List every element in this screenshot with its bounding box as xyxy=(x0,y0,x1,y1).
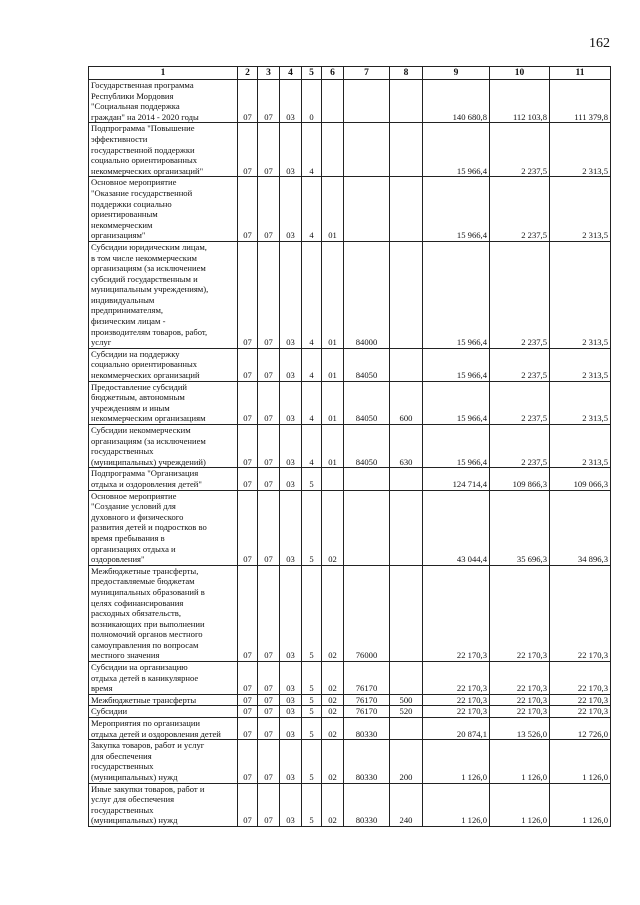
code-col5: 0 xyxy=(302,80,322,123)
row-name-cell xyxy=(89,177,238,242)
table-row xyxy=(89,740,611,783)
row-name-line: время пребывания в xyxy=(91,532,165,543)
row-name-line: (муниципальных) нужд xyxy=(91,815,178,826)
code-col7: 76000 xyxy=(344,565,390,661)
code-col8 xyxy=(390,565,423,661)
amount-col9: 15 966,4 xyxy=(423,348,490,381)
code-col8: 500 xyxy=(390,694,423,706)
table-row xyxy=(89,425,611,468)
table-row xyxy=(89,490,611,565)
code-col3: 07 xyxy=(258,694,280,706)
code-col6 xyxy=(322,80,344,123)
amount-col10: 1 126,0 xyxy=(490,783,550,826)
code-col2: 07 xyxy=(238,565,258,661)
code-col8 xyxy=(390,490,423,565)
page-number: 162 xyxy=(589,36,610,51)
code-col7: 84050 xyxy=(344,348,390,381)
row-name-line: услуг для обеспечения xyxy=(91,794,175,805)
amount-col9: 1 126,0 xyxy=(423,783,490,826)
row-name-line: социально ориентированных xyxy=(91,155,198,166)
amount-col10: 2 237,5 xyxy=(490,425,550,468)
row-name-line: бюджетным, автономным xyxy=(91,392,185,403)
row-name-line: Межбюджетные трансферты xyxy=(91,694,197,705)
row-name-line: муниципальных образований в xyxy=(91,586,205,597)
row-name-line: услуг xyxy=(91,337,112,348)
table-row xyxy=(89,241,611,348)
column-header: 4 xyxy=(280,67,302,80)
row-name-line: Иные закупки товаров, работ и xyxy=(91,783,205,794)
code-col3: 07 xyxy=(258,783,280,826)
amount-col9: 15 966,4 xyxy=(423,425,490,468)
row-name-line: государственных xyxy=(91,761,154,772)
row-name-line: государственных xyxy=(91,804,154,815)
amount-col9: 15 966,4 xyxy=(423,381,490,424)
code-col8 xyxy=(390,348,423,381)
amount-col10: 109 866,3 xyxy=(490,468,550,490)
amount-col11: 12 726,0 xyxy=(550,718,611,740)
code-col8 xyxy=(390,468,423,490)
column-header: 5 xyxy=(302,67,322,80)
table-row xyxy=(89,694,611,706)
amount-col10: 2 237,5 xyxy=(490,348,550,381)
row-name-line: отдыха детей и оздоровления детей xyxy=(91,728,221,739)
row-name-cell xyxy=(89,381,238,424)
code-col4: 03 xyxy=(280,740,302,783)
table-row xyxy=(89,706,611,718)
amount-col11: 1 126,0 xyxy=(550,740,611,783)
amount-col11: 2 313,5 xyxy=(550,425,611,468)
amount-col11: 109 066,3 xyxy=(550,468,611,490)
code-col2: 07 xyxy=(238,468,258,490)
row-name-line: государственной поддержки xyxy=(91,144,195,155)
amount-col9: 1 126,0 xyxy=(423,740,490,783)
row-name-line: Республики Мордовия xyxy=(91,90,174,101)
code-col3: 07 xyxy=(258,381,280,424)
row-name-line: некоммерческих организаций xyxy=(91,370,200,381)
code-col2: 07 xyxy=(238,490,258,565)
code-col3: 07 xyxy=(258,706,280,718)
code-col5: 4 xyxy=(302,381,322,424)
amount-col9: 140 680,8 xyxy=(423,80,490,123)
row-name-line: Предоставление субсидий xyxy=(91,381,188,392)
row-name-line: Межбюджетные трансферты, xyxy=(91,565,199,576)
code-col7 xyxy=(344,490,390,565)
code-col2: 07 xyxy=(238,718,258,740)
column-header: 9 xyxy=(423,67,490,80)
code-col7: 76170 xyxy=(344,694,390,706)
code-col6: 02 xyxy=(322,740,344,783)
code-col8: 240 xyxy=(390,783,423,826)
row-name-line: Субсидии xyxy=(91,706,128,717)
code-col8 xyxy=(390,123,423,177)
row-name-line: некоммерческим организациям xyxy=(91,413,206,424)
row-name-line: Подпрограмма "Организация xyxy=(91,468,199,479)
code-col7 xyxy=(344,123,390,177)
column-header: 8 xyxy=(390,67,423,80)
row-name-line: некоммерческих организаций" xyxy=(91,165,204,176)
code-col3: 07 xyxy=(258,80,280,123)
row-name-cell xyxy=(89,783,238,826)
table-row xyxy=(89,348,611,381)
row-name-cell xyxy=(89,80,238,123)
column-header: 7 xyxy=(344,67,390,80)
amount-col9: 15 966,4 xyxy=(423,177,490,242)
code-col2: 07 xyxy=(238,740,258,783)
column-header: 3 xyxy=(258,67,280,80)
table-row xyxy=(89,123,611,177)
code-col4: 03 xyxy=(280,80,302,123)
row-name-line: Субсидии юридическим лицам, xyxy=(91,241,207,252)
code-col2: 07 xyxy=(238,662,258,695)
amount-col11: 1 126,0 xyxy=(550,783,611,826)
row-name-line: в том числе некоммерческим xyxy=(91,252,197,263)
row-name-line: (муниципальных) учреждений) xyxy=(91,456,206,467)
code-col2: 07 xyxy=(238,348,258,381)
code-col2: 07 xyxy=(238,241,258,348)
row-name-line: Подпрограмма "Повышение xyxy=(91,123,195,134)
code-col4: 03 xyxy=(280,468,302,490)
amount-col11: 22 170,3 xyxy=(550,694,611,706)
row-name-line: производителям товаров, работ, xyxy=(91,326,208,337)
row-name-cell xyxy=(89,241,238,348)
code-col7: 80330 xyxy=(344,783,390,826)
code-col4: 03 xyxy=(280,783,302,826)
code-col8 xyxy=(390,718,423,740)
code-col6: 02 xyxy=(322,718,344,740)
code-col7: 76170 xyxy=(344,706,390,718)
row-name-cell xyxy=(89,706,238,718)
code-col5: 4 xyxy=(302,425,322,468)
row-name-cell xyxy=(89,662,238,695)
row-name-line: субсидий государственным и xyxy=(91,273,198,284)
row-name-line: муниципальным учреждениям), xyxy=(91,284,209,295)
row-name-line: Основное мероприятие xyxy=(91,177,177,188)
code-col8: 630 xyxy=(390,425,423,468)
code-col6: 01 xyxy=(322,177,344,242)
code-col7: 84000 xyxy=(344,241,390,348)
code-col3: 07 xyxy=(258,718,280,740)
amount-col10: 22 170,3 xyxy=(490,706,550,718)
amount-col10: 2 237,5 xyxy=(490,123,550,177)
code-col4: 03 xyxy=(280,381,302,424)
row-name-line: предпринимателям, xyxy=(91,305,164,316)
column-header: 2 xyxy=(238,67,258,80)
code-col7: 84050 xyxy=(344,381,390,424)
table-row xyxy=(89,468,611,490)
code-col3: 07 xyxy=(258,468,280,490)
code-col7 xyxy=(344,80,390,123)
code-col4: 03 xyxy=(280,706,302,718)
row-name-line: отдыха и оздоровления детей" xyxy=(91,478,202,489)
code-col6 xyxy=(322,123,344,177)
code-col5: 5 xyxy=(302,706,322,718)
code-col4: 03 xyxy=(280,123,302,177)
row-name-line: организациям (за исключением xyxy=(91,435,206,446)
code-col2: 07 xyxy=(238,177,258,242)
row-name-line: "Оказание государственной xyxy=(91,187,193,198)
row-name-line: социально ориентированных xyxy=(91,359,198,370)
code-col2: 07 xyxy=(238,80,258,123)
row-name-line: Субсидии некоммерческим xyxy=(91,425,191,435)
table-row xyxy=(89,662,611,695)
code-col6: 01 xyxy=(322,381,344,424)
table-row xyxy=(89,783,611,826)
code-col5: 5 xyxy=(302,718,322,740)
code-col7 xyxy=(344,468,390,490)
code-col7 xyxy=(344,177,390,242)
code-col2: 07 xyxy=(238,706,258,718)
row-name-line: поддержки социально xyxy=(91,198,172,209)
code-col2: 07 xyxy=(238,694,258,706)
code-col4: 03 xyxy=(280,177,302,242)
row-name-line: Субсидии на поддержку xyxy=(91,348,180,359)
amount-col10: 35 696,3 xyxy=(490,490,550,565)
row-name-line: Основное мероприятие xyxy=(91,490,177,501)
code-col7: 80330 xyxy=(344,718,390,740)
code-col7: 84050 xyxy=(344,425,390,468)
table-row xyxy=(89,565,611,661)
row-name-line: отдыха детей в каникулярное xyxy=(91,672,199,683)
table-row xyxy=(89,80,611,123)
amount-col11: 22 170,3 xyxy=(550,565,611,661)
code-col3: 07 xyxy=(258,565,280,661)
code-col5: 4 xyxy=(302,123,322,177)
amount-col9: 20 874,1 xyxy=(423,718,490,740)
code-col6 xyxy=(322,468,344,490)
code-col3: 07 xyxy=(258,662,280,695)
amount-col11: 2 313,5 xyxy=(550,381,611,424)
code-col4: 03 xyxy=(280,490,302,565)
code-col5: 5 xyxy=(302,694,322,706)
amount-col11: 2 313,5 xyxy=(550,348,611,381)
row-name-line: духовного и физического xyxy=(91,511,184,522)
amount-col10: 2 237,5 xyxy=(490,241,550,348)
code-col6: 02 xyxy=(322,694,344,706)
row-name-line: "Создание условий для xyxy=(91,501,176,512)
code-col8 xyxy=(390,177,423,242)
code-col4: 03 xyxy=(280,718,302,740)
code-col5: 5 xyxy=(302,740,322,783)
amount-col10: 22 170,3 xyxy=(490,662,550,695)
amount-col9: 15 966,4 xyxy=(423,241,490,348)
row-name-cell xyxy=(89,565,238,661)
row-name-line: ориентированным xyxy=(91,209,158,220)
amount-col11: 22 170,3 xyxy=(550,706,611,718)
row-name-line: эффективности xyxy=(91,133,148,144)
row-name-cell xyxy=(89,694,238,706)
code-col8 xyxy=(390,80,423,123)
amount-col10: 1 126,0 xyxy=(490,740,550,783)
row-name-cell xyxy=(89,490,238,565)
row-name-line: (муниципальных) нужд xyxy=(91,772,178,782)
row-name-line: для обеспечения xyxy=(91,750,152,761)
row-name-line: граждан" на 2014 - 2020 годы xyxy=(91,111,199,122)
column-header: 10 xyxy=(490,67,550,80)
amount-col9: 22 170,3 xyxy=(423,565,490,661)
table-row xyxy=(89,381,611,424)
amount-col9: 124 714,4 xyxy=(423,468,490,490)
amount-col10: 112 103,8 xyxy=(490,80,550,123)
code-col6: 02 xyxy=(322,662,344,695)
code-col6: 02 xyxy=(322,706,344,718)
row-name-line: организациям" xyxy=(91,230,146,241)
code-col5: 5 xyxy=(302,662,322,695)
amount-col11: 34 896,3 xyxy=(550,490,611,565)
code-col3: 07 xyxy=(258,490,280,565)
code-col3: 07 xyxy=(258,740,280,783)
row-name-line: возникающих при выполнении xyxy=(91,618,205,629)
code-col8 xyxy=(390,241,423,348)
code-col5: 5 xyxy=(302,468,322,490)
code-col6: 01 xyxy=(322,348,344,381)
row-name-line: самоуправления по вопросам xyxy=(91,639,199,650)
amount-col11: 111 379,8 xyxy=(550,80,611,123)
row-name-line: государственных xyxy=(91,446,154,457)
table-row xyxy=(89,177,611,242)
code-col2: 07 xyxy=(238,425,258,468)
row-name-cell xyxy=(89,348,238,381)
code-col2: 07 xyxy=(238,381,258,424)
code-col3: 07 xyxy=(258,123,280,177)
budget-table xyxy=(88,66,611,827)
row-name-line: организациях отдыха и xyxy=(91,543,176,554)
amount-col10: 13 526,0 xyxy=(490,718,550,740)
row-name-cell xyxy=(89,468,238,490)
code-col2: 07 xyxy=(238,783,258,826)
row-name-line: развития детей и подростков во xyxy=(91,522,207,533)
row-name-line: физическим лицам - xyxy=(91,316,166,327)
row-name-line: Мероприятия по организации xyxy=(91,718,201,729)
amount-col11: 2 313,5 xyxy=(550,123,611,177)
code-col4: 03 xyxy=(280,348,302,381)
code-col3: 07 xyxy=(258,425,280,468)
row-name-line: Закупка товаров, работ и услуг xyxy=(91,740,205,751)
row-name-line: местного значения xyxy=(91,650,160,661)
code-col4: 03 xyxy=(280,694,302,706)
code-col2: 07 xyxy=(238,123,258,177)
amount-col9: 43 044,4 xyxy=(423,490,490,565)
amount-col9: 22 170,3 xyxy=(423,706,490,718)
code-col3: 07 xyxy=(258,177,280,242)
row-name-line: некоммерческим xyxy=(91,219,153,230)
code-col6: 01 xyxy=(322,425,344,468)
code-col5: 4 xyxy=(302,177,322,242)
column-header: 1 xyxy=(89,67,238,80)
code-col8: 520 xyxy=(390,706,423,718)
row-name-line: целях софинансирования xyxy=(91,597,184,608)
code-col7: 80330 xyxy=(344,740,390,783)
code-col4: 03 xyxy=(280,662,302,695)
amount-col10: 2 237,5 xyxy=(490,177,550,242)
code-col5: 5 xyxy=(302,783,322,826)
code-col5: 5 xyxy=(302,490,322,565)
amount-col9: 15 966,4 xyxy=(423,123,490,177)
table-header-row xyxy=(89,67,611,80)
code-col6: 01 xyxy=(322,241,344,348)
row-name-line: расходных обязательств, xyxy=(91,608,181,619)
column-header: 6 xyxy=(322,67,344,80)
row-name-cell xyxy=(89,123,238,177)
code-col4: 03 xyxy=(280,241,302,348)
code-col8 xyxy=(390,662,423,695)
code-col3: 07 xyxy=(258,241,280,348)
code-col8: 200 xyxy=(390,740,423,783)
amount-col11: 2 313,5 xyxy=(550,177,611,242)
code-col6: 02 xyxy=(322,490,344,565)
row-name-line: Субсидии на организацию xyxy=(91,662,188,673)
amount-col9: 22 170,3 xyxy=(423,694,490,706)
row-name-line: полномочий органов местного xyxy=(91,629,203,640)
code-col6: 02 xyxy=(322,565,344,661)
code-col8: 600 xyxy=(390,381,423,424)
code-col6: 02 xyxy=(322,783,344,826)
row-name-line: "Социальная поддержка xyxy=(91,101,180,112)
amount-col11: 22 170,3 xyxy=(550,662,611,695)
code-col3: 07 xyxy=(258,348,280,381)
row-name-line: организациям (за исключением xyxy=(91,263,206,274)
code-col5: 5 xyxy=(302,565,322,661)
table-row xyxy=(89,718,611,740)
row-name-line: Государственная программа xyxy=(91,80,194,90)
row-name-line: индивидуальным xyxy=(91,294,155,305)
amount-col11: 2 313,5 xyxy=(550,241,611,348)
code-col4: 03 xyxy=(280,425,302,468)
code-col7: 76170 xyxy=(344,662,390,695)
amount-col9: 22 170,3 xyxy=(423,662,490,695)
row-name-line: учреждениям и иным xyxy=(91,402,170,413)
row-name-line: предоставляемые бюджетам xyxy=(91,576,195,587)
row-name-cell xyxy=(89,718,238,740)
code-col5: 4 xyxy=(302,241,322,348)
row-name-line: оздоровления" xyxy=(91,554,145,565)
row-name-line: время xyxy=(91,683,113,694)
amount-col10: 22 170,3 xyxy=(490,565,550,661)
code-col5: 4 xyxy=(302,348,322,381)
code-col4: 03 xyxy=(280,565,302,661)
column-header: 11 xyxy=(550,67,611,80)
amount-col10: 2 237,5 xyxy=(490,381,550,424)
row-name-cell xyxy=(89,425,238,468)
row-name-cell xyxy=(89,740,238,783)
amount-col10: 22 170,3 xyxy=(490,694,550,706)
